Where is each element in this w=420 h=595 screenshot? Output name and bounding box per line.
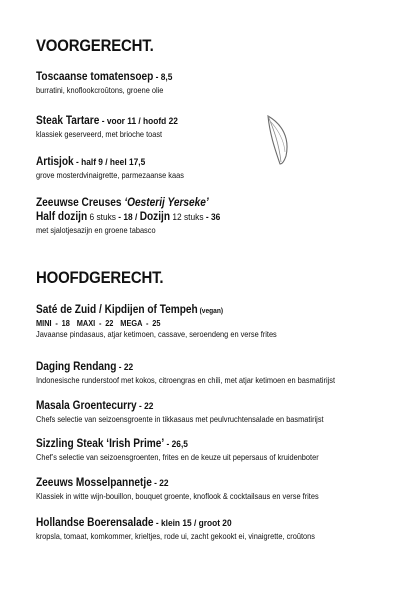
item-description: met sjalotjesazijn en groene tabasco xyxy=(36,225,156,235)
vegan-tag: (vegan) xyxy=(197,306,224,315)
item-price: - voor 11 / hoofd 22 xyxy=(99,116,178,127)
item-description: Chef’s selectie van seizoensgroenten, frites en de keuze uit pepersaus of kruidenboter xyxy=(36,452,319,462)
portion-half-count: 6 stuks xyxy=(87,212,116,223)
item-description: burratini, knoflookcroûtons, groene olie xyxy=(36,85,164,95)
item-description: grove mosterdvinaigrette, parmezaanse kaas xyxy=(36,170,184,180)
menu-item xyxy=(36,196,406,236)
menu-item xyxy=(36,516,406,542)
item-name-italic: ‘Oesterij Yerseke’ xyxy=(124,197,209,209)
portion-full-price: - 36 xyxy=(203,212,221,223)
item-description: Klassiek in witte wijn-bouillon, bouquet groente, knoflook & cocktailsaus en verse frites xyxy=(36,491,319,501)
item-price: - 8,5 xyxy=(153,72,173,83)
item-name: Steak Tartare xyxy=(36,115,100,127)
item-name: Daging Rendang xyxy=(36,361,117,373)
item-name: Saté de Zuid / Kipdijen of Tempeh xyxy=(36,304,198,316)
menu-item xyxy=(36,360,406,386)
mains-title: HOOFDGERECHT. xyxy=(36,268,164,287)
item-name: Sizzling Steak ‘Irish Prime’ xyxy=(36,438,165,450)
menu-item xyxy=(36,476,406,502)
portion-full-count: 12 stuks xyxy=(170,212,204,223)
size-maxi: MAXI - 22 xyxy=(76,318,114,328)
menu-item xyxy=(36,70,406,96)
item-price: - 22 xyxy=(136,401,154,412)
item-description: Javaanse pindasaus, atjar ketimoen, cassave, seroendeng en verse frites xyxy=(36,329,277,339)
portion-half: Half dozijn xyxy=(36,211,88,223)
starters-title: VOORGERECHT. xyxy=(36,36,154,55)
item-name: Hollandse Boerensalade xyxy=(36,517,154,529)
item-description: Chefs selectie van seizoensgroente in tikkasaus met peulvruchtensalade en basmatirijst xyxy=(36,414,324,424)
item-description: Indonesische runderstoof met kokos, citroengras en chili, met atjar ketimoen en basmatirijst xyxy=(36,375,336,385)
size-mini: MINI - 18 xyxy=(36,318,70,328)
menu-item xyxy=(36,437,406,463)
size-mega: MEGA - 25 xyxy=(120,318,161,328)
menu-item xyxy=(36,399,406,425)
item-price: - klein 15 / groot 20 xyxy=(153,518,232,529)
menu-item xyxy=(36,303,406,340)
portion-half-price: - 18 / xyxy=(115,212,140,223)
portion-full: Dozijn xyxy=(139,211,171,223)
size-options xyxy=(36,318,354,329)
menu-item xyxy=(36,114,406,140)
item-name: Zeeuws Mosselpannetje xyxy=(36,477,152,489)
item-description: kropsla, tomaat, komkommer, krieltjes, rode ui, zacht gekookt ei, vinaigrette, croûtons xyxy=(36,531,315,541)
item-name: Toscaanse tomatensoep xyxy=(36,71,154,83)
menu-item xyxy=(36,155,406,181)
item-price: - 26,5 xyxy=(164,439,188,450)
item-name: Artisjok xyxy=(36,156,74,168)
item-name: Masala Groentecurry xyxy=(36,400,137,412)
item-price: - 22 xyxy=(151,478,169,489)
item-price: - half 9 / heel 17,5 xyxy=(73,157,146,168)
leaf-sprig-icon xyxy=(262,112,296,166)
item-price: - 22 xyxy=(116,362,134,373)
item-description: klassiek geserveerd, met brioche toast xyxy=(36,129,163,139)
item-name: Zeeuwse Creuses xyxy=(36,197,125,209)
